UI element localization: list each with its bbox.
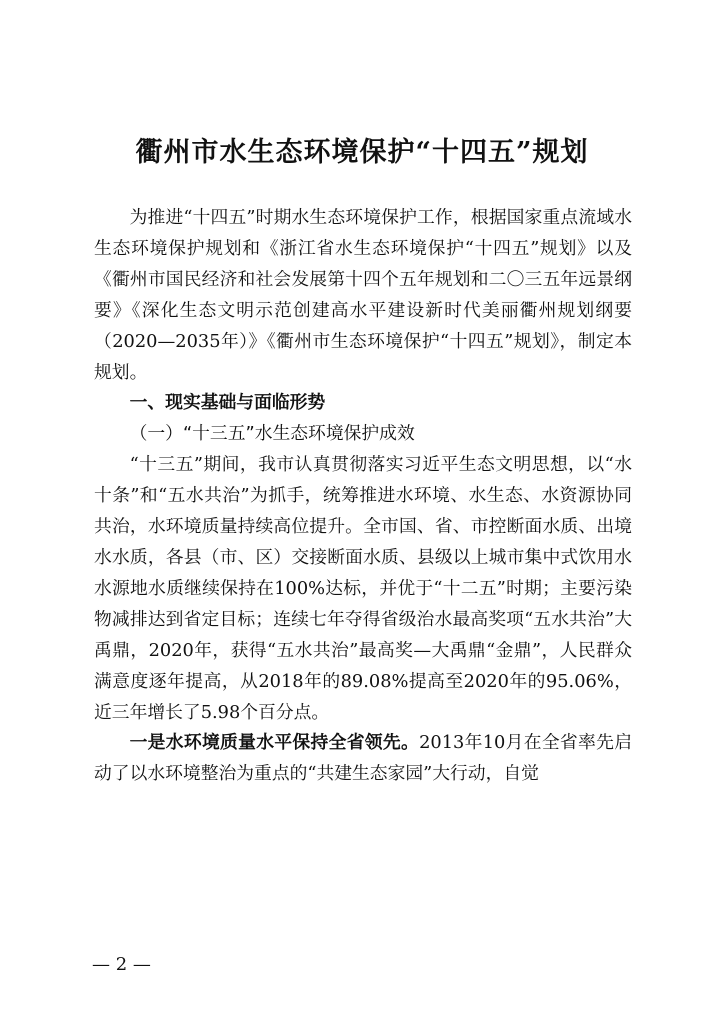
subsection-heading: （一）“十三五”水生态环境保护成效 <box>129 423 415 445</box>
section-heading: 一、现实基础与面临形势 <box>129 392 326 414</box>
paragraph-rest: 2013年10月在全省率先启动了以水环境整治为重点的“共建生态家园”大行动，自觉 <box>94 732 632 785</box>
document-body <box>94 203 632 790</box>
page-number: — 2 — <box>92 954 151 975</box>
paragraph-lead: 一是水环境质量水平保持全省领先。 <box>129 732 420 754</box>
intro-paragraph: 为推进“十四五”时期水生态环境保护工作，根据国家重点流域水生态环境保护规划和《浙江省水生态环境保护“十四五”规划》以及《衢州市国民经济和社会发展第十四个五年规划和二〇三五年远景纲要》《深化生态文明示范创建高水平建设新时代美丽衢州规划纲要（2020—2035年）》《衢州市生态环境保护“十四五”规划》，制定本规划。 <box>94 207 632 383</box>
body-paragraph-2 <box>94 728 632 790</box>
document-title: 衢州市水生态环境保护“十四五”规划 <box>135 137 589 168</box>
body-paragraph: “十三五”期间，我市认真贯彻落实习近平生态文明思想，以“水十条”和“五水共治”为抓手，统筹推进水环境、水生态、水资源协同共治，水环境质量持续高位提升。全市国、省、市控断面水质、出境水水质，各县（市、区）交接断面水质、县级以上城市集中式饮用水水源地水质继续保持在100%达标，并优于“十二五”时期；主要污染物减排达到省定目标；连续七年夺得省级治水最高奖项“五水共治”大禹鼎，2020年，获得“五水共治”最高奖—大禹鼎“金鼎”，人民群众满意度逐年提高，从2018年的89.08%提高至2020年的95.06%，近三年增长了5.98个百分点。 <box>94 454 632 723</box>
